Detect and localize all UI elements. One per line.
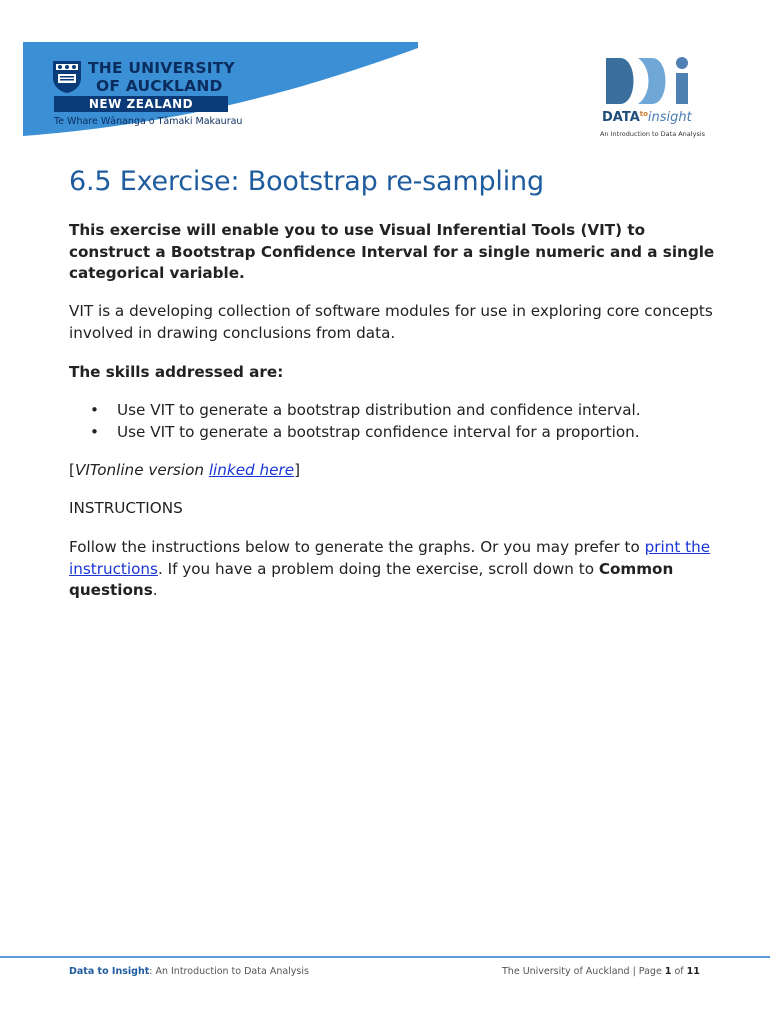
footer-left	[69, 966, 309, 977]
online-version-link[interactable]: linked here	[208, 461, 295, 479]
footer-subtitle: : An Introduction to Data Analysis	[149, 966, 309, 977]
brand-data: DATA	[602, 110, 640, 125]
common-questions-text: Common questions	[69, 559, 674, 599]
intro-paragraph: This exercise will enable you to use Visual Inferential Tools (VIT) to construct a Bootstrap Confidence Interval for a single numeric and a single categorical variable.	[69, 221, 715, 282]
maori-name: Te Whare Wānanga o Tāmaki Makaurau	[54, 116, 243, 127]
footer-page-info	[502, 966, 700, 977]
close-bracket: ]	[294, 461, 300, 479]
university-name-line2: OF AUCKLAND	[96, 77, 223, 95]
online-version-line	[69, 460, 719, 482]
open-bracket: [	[69, 461, 75, 479]
university-logo	[52, 56, 242, 134]
vit-description: VIT is a developing collection of software modules for use in exploring core concepts involved in drawing conclusions from data.	[69, 302, 713, 342]
footer-prefix: The University of Auckland | Page	[502, 966, 665, 977]
footer-of: of	[671, 966, 687, 977]
skills-heading: The skills addressed are:	[69, 363, 284, 381]
footer-divider	[0, 956, 770, 958]
follow-text-after: .	[152, 581, 158, 599]
skills-list	[69, 399, 729, 443]
list-item: • Use VIT to generate a bootstrap distribution and confidence interval.	[69, 399, 729, 421]
brand-to: to	[639, 110, 648, 118]
page-total: 11	[686, 966, 700, 977]
page-title: 6.5 Exercise: Bootstrap re-sampling	[69, 166, 544, 197]
print-instructions-link[interactable]: print the instructions	[69, 538, 711, 578]
page-number: 1	[664, 966, 672, 977]
footer-brand: Data to Insight	[69, 966, 150, 977]
list-item: • Use VIT to generate a bootstrap confidence interval for a proportion.	[69, 421, 729, 443]
follow-text-before: Follow the instructions below to generate the graphs. Or you may prefer to	[69, 538, 645, 556]
follow-instructions-paragraph	[69, 537, 719, 602]
brand-wordmark	[602, 110, 692, 125]
brand-insight: insight	[647, 110, 692, 125]
university-name-line1: THE UNIVERSITY	[88, 59, 235, 77]
data-to-insight-logo	[594, 54, 704, 140]
ddi-mark-icon	[594, 54, 704, 110]
crest-icon	[52, 60, 82, 94]
instructions-heading: INSTRUCTIONS	[69, 499, 183, 517]
country-bar: NEW ZEALAND	[54, 96, 228, 112]
online-label: VITonline version	[74, 461, 209, 479]
brand-subtitle: An Introduction to Data Analysis	[600, 130, 706, 138]
follow-text-middle: . If you have a problem doing the exercise, scroll down to	[157, 559, 599, 578]
